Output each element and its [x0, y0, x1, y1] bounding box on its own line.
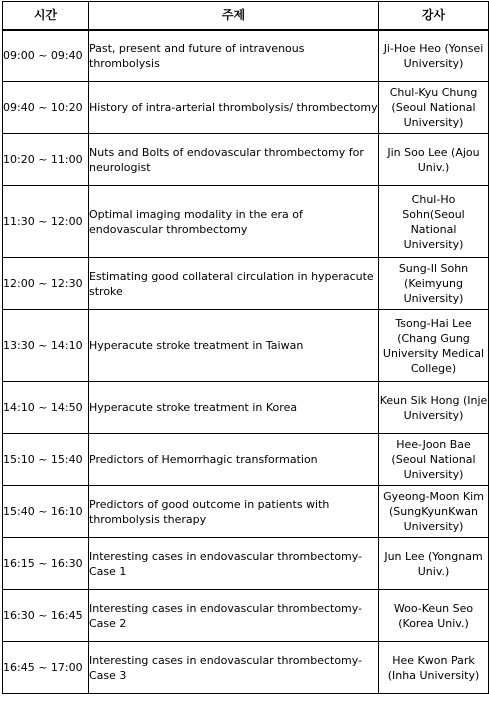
session-speaker: Hee Kwon Park (Inha University)	[379, 642, 489, 694]
table-row	[3, 486, 489, 538]
session-topic: Hyperacute stroke treatment in Taiwan	[89, 310, 379, 382]
table-row	[3, 30, 489, 82]
table-row	[3, 538, 489, 590]
header-row	[3, 2, 489, 30]
session-time: 15:10 ~ 15:40	[3, 434, 89, 486]
time-column-header: 시간	[3, 2, 89, 30]
session-time: 13:30 ~ 14:10	[3, 310, 89, 382]
session-topic: Estimating good collateral circulation in hyperacute stroke	[89, 258, 379, 310]
topic-column-header: 주제	[89, 2, 379, 30]
session-topic: Nuts and Bolts of endovascular thrombectomy for neurologist	[89, 134, 379, 186]
session-speaker: Tsong-Hai Lee (Chang Gung University Medical College)	[379, 310, 489, 382]
schedule-table	[2, 1, 489, 694]
table-row	[3, 82, 489, 134]
table-row	[3, 186, 489, 258]
session-time: 16:30 ~ 16:45	[3, 590, 89, 642]
session-speaker: Keun Sik Hong (Inje University)	[379, 382, 489, 434]
session-time: 12:00 ~ 12:30	[3, 258, 89, 310]
session-topic: Interesting cases in endovascular thrombectomy-Case 2	[89, 590, 379, 642]
speaker-column-header: 강사	[379, 2, 489, 30]
session-time: 10:20 ~ 11:00	[3, 134, 89, 186]
session-speaker: Gyeong-Moon Kim (SungKyunKwan University)	[379, 486, 489, 538]
session-time: 16:15 ~ 16:30	[3, 538, 89, 590]
session-speaker: Chul-Ho Sohn(Seoul National University)	[379, 186, 489, 258]
session-time: 14:10 ~ 14:50	[3, 382, 89, 434]
table-row	[3, 134, 489, 186]
session-speaker: Ji-Hoe Heo (Yonsei University)	[379, 30, 489, 82]
table-row	[3, 258, 489, 310]
session-time: 09:40 ~ 10:20	[3, 82, 89, 134]
session-topic: Hyperacute stroke treatment in Korea	[89, 382, 379, 434]
session-topic: History of intra-arterial thrombolysis/ thrombectomy	[89, 82, 379, 134]
session-topic: Past, present and future of intravenous thrombolysis	[89, 30, 379, 82]
session-time: 15:40 ~ 16:10	[3, 486, 89, 538]
table-row	[3, 382, 489, 434]
session-time: 16:45 ~ 17:00	[3, 642, 89, 694]
table-row	[3, 590, 489, 642]
session-speaker: Chul-Kyu Chung (Seoul National University)	[379, 82, 489, 134]
session-topic: Interesting cases in endovascular thrombectomy-Case 3	[89, 642, 379, 694]
session-topic: Predictors of good outcome in patients with thrombolysis therapy	[89, 486, 379, 538]
session-speaker: Sung-Il Sohn (Keimyung University)	[379, 258, 489, 310]
session-speaker: Jin Soo Lee (Ajou Univ.)	[379, 134, 489, 186]
session-topic: Interesting cases in endovascular thrombectomy-Case 1	[89, 538, 379, 590]
session-speaker: Jun Lee (Yongnam Univ.)	[379, 538, 489, 590]
session-time: 11:30 ~ 12:00	[3, 186, 89, 258]
table-row	[3, 310, 489, 382]
session-speaker: Woo-Keun Seo (Korea Univ.)	[379, 590, 489, 642]
session-speaker: Hee-Joon Bae (Seoul National University)	[379, 434, 489, 486]
table-row	[3, 434, 489, 486]
session-time: 09:00 ~ 09:40	[3, 30, 89, 82]
session-topic: Predictors of Hemorrhagic transformation	[89, 434, 379, 486]
table-row	[3, 642, 489, 694]
session-topic: Optimal imaging modality in the era of endovascular thrombectomy	[89, 186, 379, 258]
